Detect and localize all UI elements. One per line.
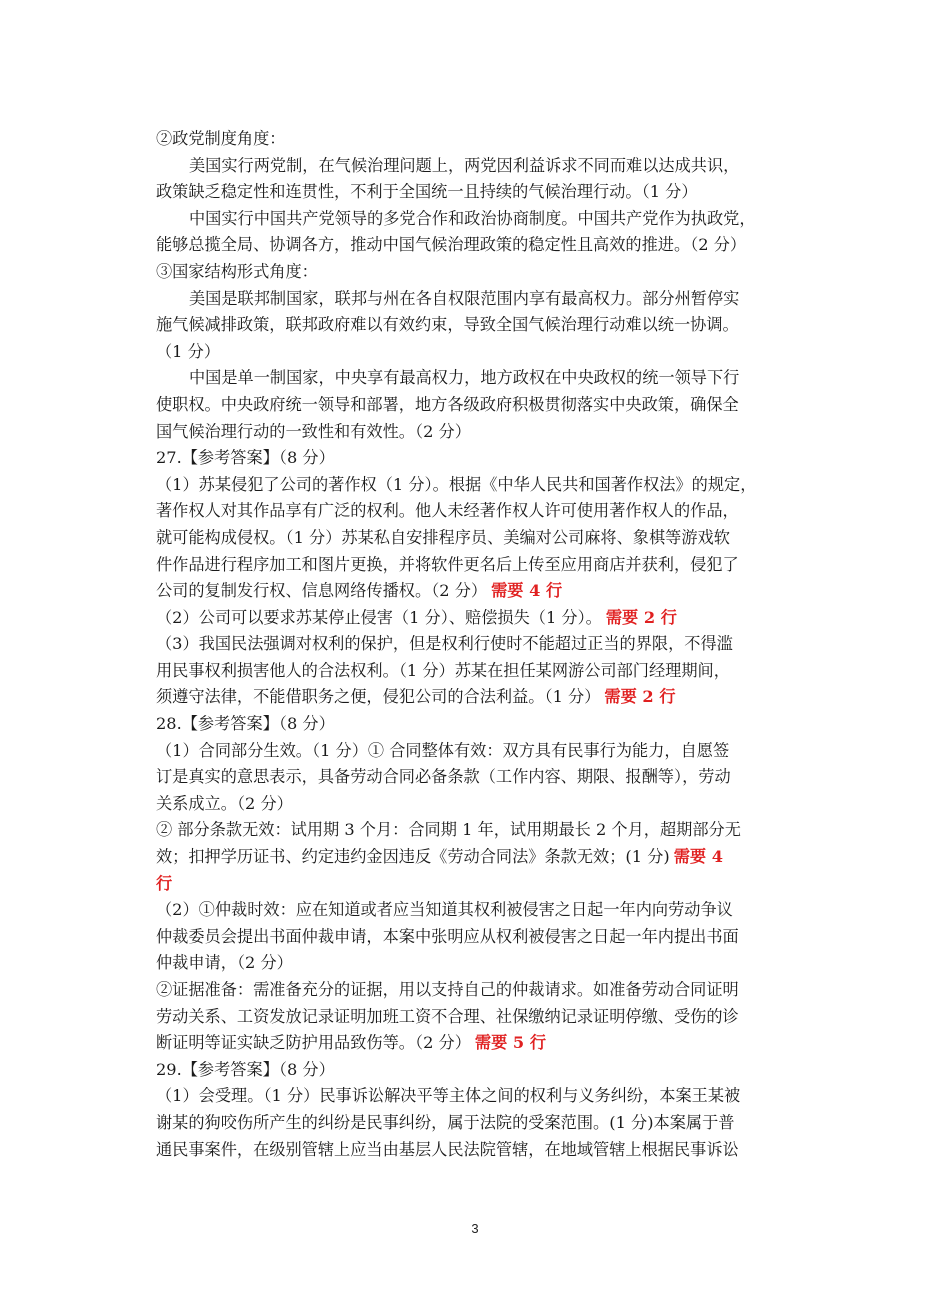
line-text: 施气候减排政策，联邦政府难以有效约束，导致全国气候治理行动难以统一协调。 <box>156 315 739 335</box>
line-text: 断证明等证实缺乏防护用品致伤等。（2 分） <box>156 1033 471 1053</box>
required-lines-note: 需要 5 行 <box>474 1033 547 1053</box>
required-lines-note: 需要 2 行 <box>605 607 677 627</box>
line-text: （2）①仲裁时效：应在知道或者应当知道其权利被侵害之日起一年内向劳动争议 <box>156 900 733 920</box>
line-text: （2）公司可以要求苏某停止侵害（1 分）、赔偿损失（1 分）。 <box>156 607 602 627</box>
line-text: 政策缺乏稳定性和连贯性，不利于全国统一且持续的气候治理行动。（1 分） <box>156 182 698 202</box>
required-lines-note: 行 <box>156 873 173 893</box>
line-text: ③国家结构形式角度： <box>156 261 318 281</box>
line-text: 27.【参考答案】（8 分） <box>156 448 335 468</box>
text-line <box>156 817 804 844</box>
text-line <box>156 711 804 738</box>
line-text: 通民事案件，在级别管辖上应当由基层人民法院管辖，在地域管辖上根据民事诉讼 <box>156 1139 739 1159</box>
text-line <box>156 764 804 791</box>
text-line <box>156 844 804 871</box>
text-line <box>156 312 804 339</box>
text-line <box>156 738 804 765</box>
line-text: 公司的复制发行权、信息网络传播权。（2 分） <box>156 581 488 601</box>
line-text: 件作品进行程序加工和图片更换，并将软件更名后上传至应用商店并获利，侵犯了 <box>156 554 739 574</box>
text-line <box>156 684 804 711</box>
text-line <box>156 897 804 924</box>
text-line <box>156 578 804 605</box>
answer-text-body <box>156 126 804 1163</box>
text-line <box>156 498 804 525</box>
text-line <box>156 286 804 313</box>
line-text: 订是真实的意思表示，具备劳动合同必备条款（工作内容、期限、报酬等），劳动 <box>156 767 731 787</box>
text-line <box>156 179 804 206</box>
text-line <box>156 525 804 552</box>
line-text: 著作权人对其作品享有广泛的权利。他人未经著作权人许可使用著作权人的作品， <box>156 501 739 521</box>
text-line <box>156 206 804 233</box>
text-line <box>156 126 804 153</box>
text-line <box>156 419 804 446</box>
line-text: （1）苏某侵犯了公司的著作权（1 分）。根据《中华人民共和国著作权法》的规定， <box>156 474 757 494</box>
line-text: 美国实行两党制，在气候治理问题上，两党因利益诉求不同而难以达成共识， <box>189 155 740 175</box>
line-text: （1 分） <box>156 341 221 361</box>
text-line <box>156 365 804 392</box>
text-line <box>156 552 804 579</box>
line-text: （1）会受理。（1 分）民事诉讼解决平等主体之间的权利与义务纠纷，本案王某被 <box>156 1086 741 1106</box>
text-line <box>156 950 804 977</box>
text-line <box>156 605 804 632</box>
required-lines-note: 需要 4 行 <box>491 581 563 601</box>
line-text: 29.【参考答案】（8 分） <box>156 1059 335 1079</box>
line-text: 能够总揽全局、协调各方，推动中国气候治理政策的稳定性且高效的推进。（2 分） <box>156 235 747 255</box>
text-line <box>156 658 804 685</box>
text-line <box>156 445 804 472</box>
text-line <box>156 924 804 951</box>
line-text: （3）我国民法强调对权利的保护，但是权利行使时不能超过正当的界限，不得滥 <box>156 634 733 654</box>
line-text: 中国实行中国共产党领导的多党合作和政治协商制度。中国共产党作为执政党， <box>189 208 756 228</box>
line-text: 就可能构成侵权。（1 分）苏某私自安排程序员、美编对公司麻将、象棋等游戏软 <box>156 527 730 547</box>
page-number: 3 <box>471 1221 479 1236</box>
line-text: ②证据准备：需准备充分的证据，用以支持自己的仲裁请求。如准备劳动合同证明 <box>156 980 739 999</box>
text-line <box>156 1057 804 1084</box>
text-line <box>156 631 804 658</box>
line-text: 国气候治理行动的一致性和有效性。（2 分） <box>156 421 471 441</box>
text-line <box>156 1083 804 1110</box>
line-text: （1）合同部分生效。（1 分）① 合同整体有效：双方具有民事行为能力，自愿签 <box>156 740 730 760</box>
line-text: 美国是联邦制国家，联邦与州在各自权限范围内享有最高权力。部分州暂停实 <box>189 288 740 308</box>
line-text: 仲裁委员会提出书面仲裁申请，本案中张明应从权利被侵害之日起一年内提出书面 <box>156 926 739 946</box>
text-line <box>156 153 804 180</box>
text-line <box>156 392 804 419</box>
line-text: ②政党制度角度： <box>156 129 286 148</box>
text-line <box>156 1004 804 1031</box>
text-line <box>156 1110 804 1137</box>
line-text: ② 部分条款无效：试用期 3 个月：合同期 1 年，试用期最长 2 个月，超期部分无 <box>156 820 741 840</box>
line-text: 关系成立。（2 分） <box>156 793 293 813</box>
text-line <box>156 1030 804 1057</box>
text-line <box>156 791 804 818</box>
line-text: 中国是单一制国家，中央享有最高权力，地方政权在中央政权的统一领导下行 <box>189 368 740 388</box>
line-text: 仲裁申请，（2 分） <box>156 953 293 973</box>
line-text: 用民事权利损害他人的合法权利。（1 分）苏某在担任某网游公司部门经理期间， <box>156 660 730 680</box>
line-text: 须遵守法律，不能借职务之便，侵犯公司的合法利益。（1 分） <box>156 687 601 707</box>
text-line <box>156 259 804 286</box>
text-line <box>156 1137 804 1164</box>
line-text: 效；扣押学历证书、约定违约金因违反《劳动合同法》条款无效；(1 分) <box>156 847 670 867</box>
text-line <box>156 232 804 259</box>
required-lines-note: 需要 4 <box>673 847 723 867</box>
text-line <box>156 339 804 366</box>
line-text: 28.【参考答案】（8 分） <box>156 714 335 734</box>
line-text: 劳动关系、工资发放记录证明加班工资不合理、社保缴纳记录证明停缴、受伤的诊 <box>156 1006 739 1026</box>
required-lines-note: 需要 2 行 <box>604 687 676 707</box>
line-text: 使职权。中央政府统一领导和部署，地方各级政府积极贯彻落实中央政策，确保全 <box>156 394 739 414</box>
text-line <box>156 472 804 499</box>
text-line <box>156 871 804 898</box>
line-text: 谢某的狗咬伤所产生的纠纷是民事纠纷，属于法院的受案范围。(1 分)本案属于普 <box>156 1112 735 1132</box>
text-line <box>156 977 804 1004</box>
